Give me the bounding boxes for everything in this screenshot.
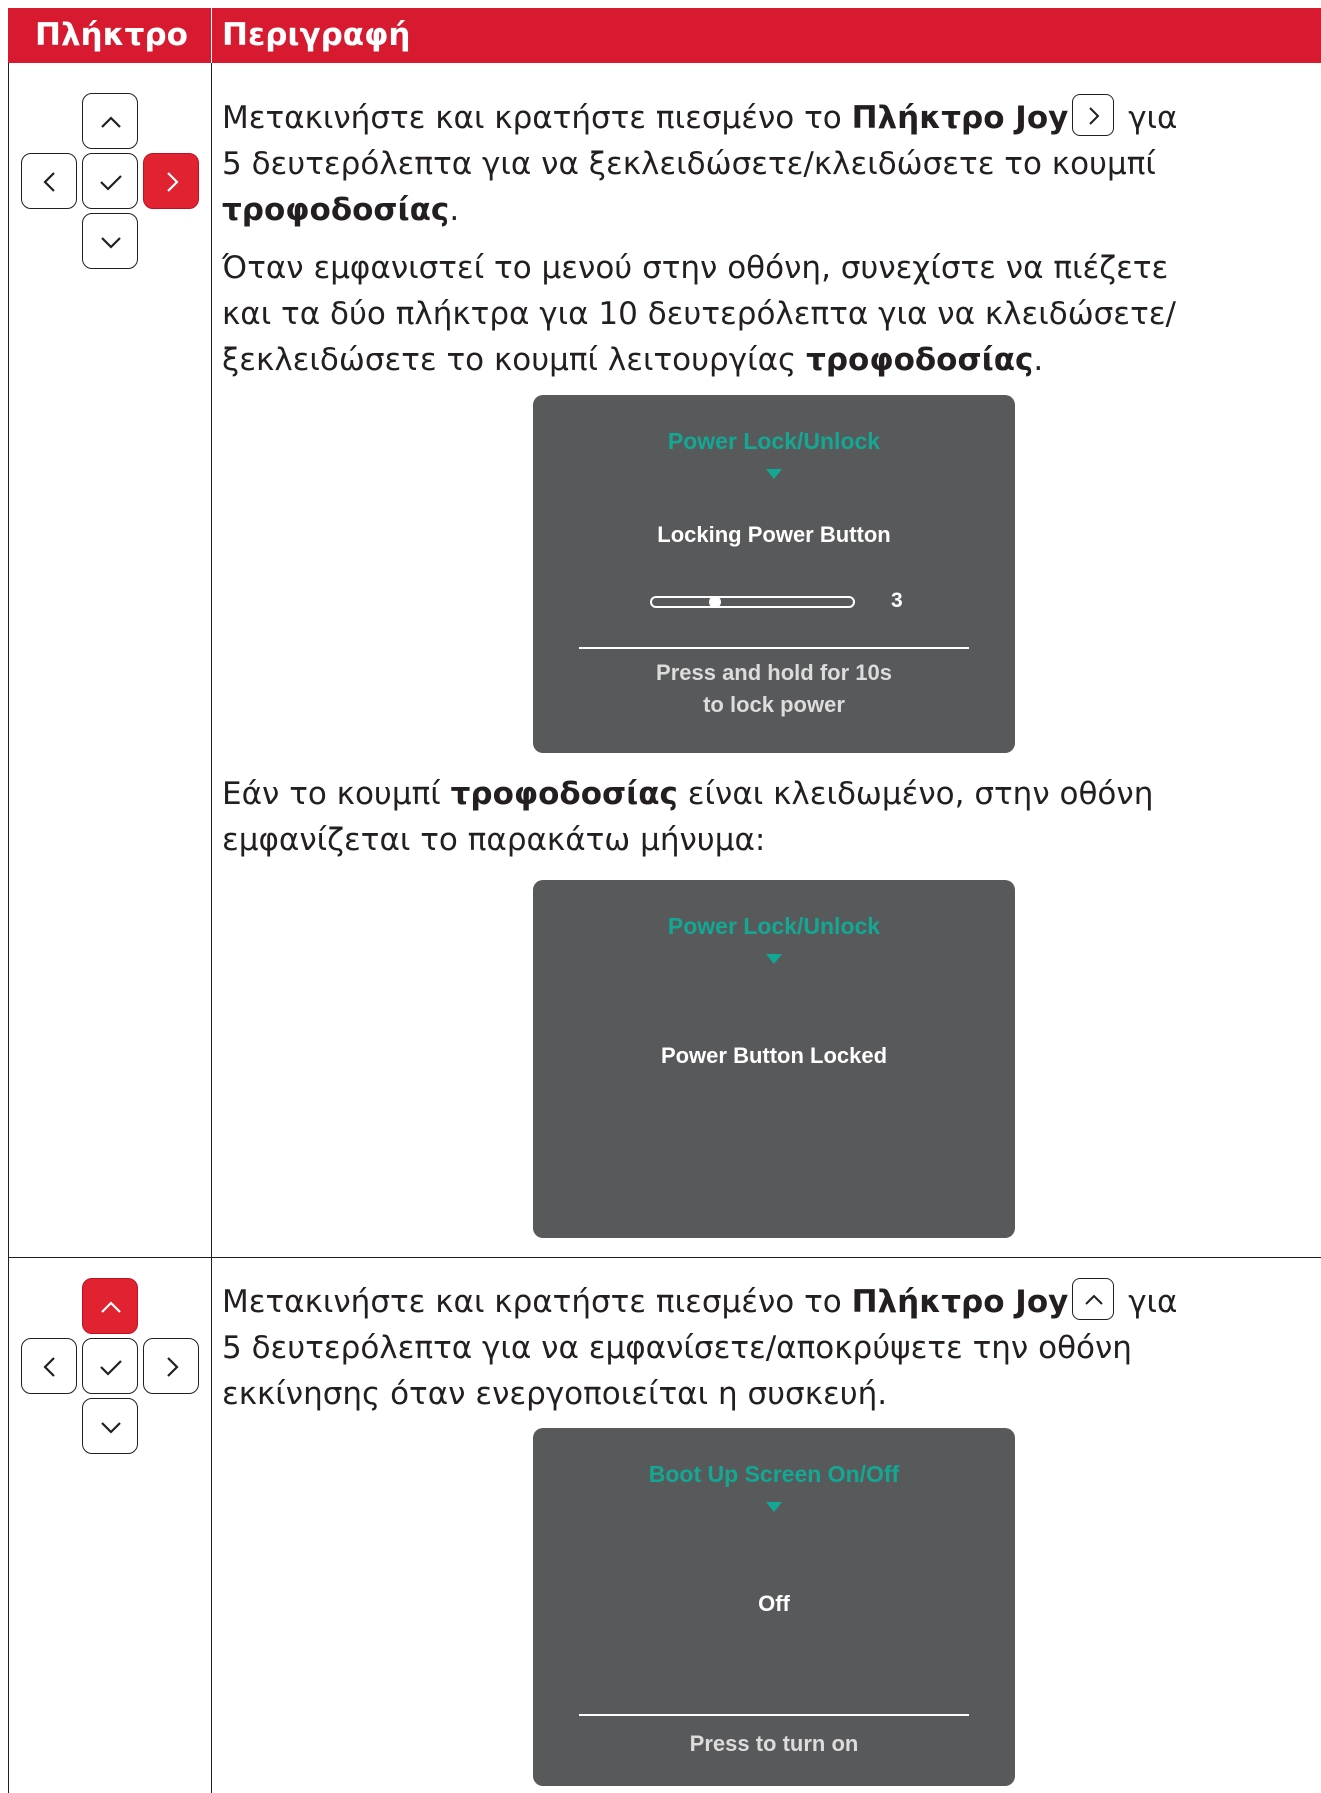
- text: εκκίνησης όταν ενεργοποιείται η συσκευή.: [222, 1376, 888, 1412]
- slider-value: 3: [891, 589, 903, 612]
- joy-key-label: Πλήκτρο Joy: [851, 100, 1069, 136]
- joy-up-button: [82, 93, 138, 149]
- text: ξεκλειδώσετε το κουμπί λειτουργίας: [222, 342, 807, 378]
- osd-title: Power Lock/Unlock: [667, 913, 881, 939]
- text: για: [1118, 1284, 1178, 1320]
- power-word: τροφοδοσίας: [806, 342, 1034, 378]
- row2-paragraph-1: [222, 1278, 1177, 1417]
- slider-knob: [709, 596, 721, 608]
- text: 5 δευτερόλεπτα για να ξεκλειδώσετε/κλειδώσετε το κουμπί: [222, 146, 1156, 182]
- chevron-down-icon: [83, 1399, 139, 1455]
- row1-paragraph-2: [222, 245, 1176, 383]
- text: Μετακινήστε και κρατήστε πιεσμένο το: [222, 1284, 852, 1320]
- text: και τα δύο πλήκτρα για 10 δευτερόλεπτα για να κλειδώσετε/: [222, 296, 1176, 332]
- progress-slider: [650, 596, 855, 608]
- column-divider: [211, 63, 212, 1793]
- joy-center-button: [82, 153, 138, 209]
- osd-message: Power Button Locked: [660, 1043, 888, 1068]
- power-word: τροφοδοσίας: [450, 776, 678, 812]
- osd-message: Off: [758, 1591, 790, 1616]
- joy-right-button: [143, 1338, 199, 1394]
- text: 5 δευτερόλεπτα για να εμφανίσετε/αποκρύψετε την οθόνη: [222, 1330, 1132, 1366]
- row1-paragraph-3: [222, 771, 1153, 863]
- text: Όταν εμφανιστεί το μενού στην οθόνη, συνεχίστε να πιέζετε: [222, 250, 1169, 286]
- joy-left-button: [21, 153, 77, 209]
- header-divider: [211, 8, 212, 63]
- inline-right-key: [1072, 94, 1114, 136]
- chevron-up-icon: [83, 94, 139, 150]
- header-description: Περιγραφή: [222, 17, 411, 53]
- inline-up-key: [1072, 1278, 1114, 1320]
- joystick-diagram-right: [17, 93, 207, 263]
- osd-hint-line1: Press and hold for 10s: [656, 660, 892, 685]
- text: .: [449, 192, 460, 228]
- chevron-left-icon: [22, 1339, 78, 1395]
- header-key: Πλήκτρο: [35, 17, 188, 53]
- triangle-down-icon: [766, 954, 782, 964]
- joy-center-button: [82, 1338, 138, 1394]
- joy-left-button: [21, 1338, 77, 1394]
- osd-power-lock-progress: [533, 395, 1015, 753]
- joy-down-button: [82, 1398, 138, 1454]
- joystick-diagram-up: [17, 1278, 207, 1448]
- osd-divider: [579, 647, 969, 649]
- row-divider: [8, 1257, 1321, 1258]
- joy-right-button-active: [143, 153, 199, 209]
- triangle-down-icon: [766, 1502, 782, 1512]
- row1-paragraph-1: [222, 94, 1177, 233]
- check-icon: [83, 154, 139, 210]
- power-word: τροφοδοσίας: [222, 192, 450, 228]
- chevron-up-icon: [1073, 1279, 1115, 1321]
- check-icon: [83, 1339, 139, 1395]
- text: για: [1118, 100, 1178, 136]
- osd-message: Locking Power Button: [657, 522, 891, 547]
- joy-down-button: [82, 213, 138, 269]
- text: Εάν το κουμπί: [222, 776, 451, 812]
- chevron-right-icon: [144, 154, 200, 210]
- chevron-down-icon: [83, 214, 139, 270]
- text: εμφανίζεται το παρακάτω μήνυμα:: [222, 822, 766, 858]
- chevron-up-icon: [83, 1279, 139, 1335]
- osd-title: Boot Up Screen On/Off: [648, 1461, 900, 1487]
- osd-hint-line2: to lock power: [703, 692, 845, 717]
- osd-power-locked: [533, 880, 1015, 1238]
- osd-hint: Press to turn on: [689, 1731, 859, 1756]
- osd-boot-up-screen: [533, 1428, 1015, 1786]
- chevron-left-icon: [22, 154, 78, 210]
- text: .: [1033, 342, 1044, 378]
- text: είναι κλειδωμένο, στην οθόνη: [677, 776, 1154, 812]
- chevron-right-icon: [144, 1339, 200, 1395]
- key-description-table: [8, 8, 1321, 1793]
- chevron-right-icon: [1073, 95, 1115, 137]
- text: Μετακινήστε και κρατήστε πιεσμένο το: [222, 100, 852, 136]
- triangle-down-icon: [766, 469, 782, 479]
- table-border-left: [8, 63, 9, 1793]
- osd-divider: [579, 1714, 969, 1716]
- table-header: [8, 8, 1321, 63]
- osd-title: Power Lock/Unlock: [667, 428, 881, 454]
- joy-up-button-active: [82, 1278, 138, 1334]
- joy-key-label: Πλήκτρο Joy: [851, 1284, 1069, 1320]
- osd-hint: [533, 657, 1015, 721]
